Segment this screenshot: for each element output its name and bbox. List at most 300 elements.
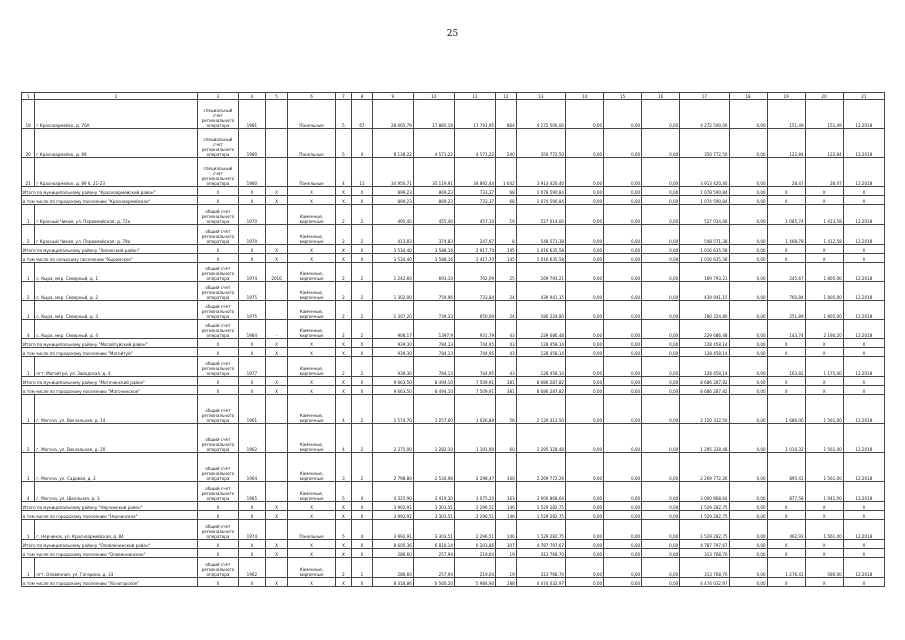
table-cell: X [239, 578, 266, 587]
table-cell: 2 417,70 [454, 254, 495, 263]
table-cell: 0,00 [566, 511, 604, 520]
table-cell: 0,00 [604, 453, 642, 482]
table-cell: 0,00 [604, 339, 642, 348]
table-cell: 899,23 [372, 187, 413, 196]
table-cell: X [265, 187, 288, 196]
table-cell: X [335, 254, 351, 263]
table-cell: 744,95 [454, 339, 495, 348]
table-cell: 1 561,00 [805, 395, 843, 424]
table-cell: X [335, 578, 351, 587]
table-cell: 1962 [239, 424, 266, 453]
table-cell: 0,00 [642, 549, 680, 558]
table-cell: 4 [352, 482, 373, 502]
table-cell: 0,00 [566, 100, 604, 129]
table-cell: X [352, 502, 373, 511]
table-cell: 3 913 420,40 [516, 158, 565, 187]
table-cell: 899,23 [372, 196, 413, 205]
table-cell: 28,47 [767, 158, 805, 187]
table-cell: 0,00 [604, 254, 642, 263]
table-cell: X [265, 386, 288, 395]
table-cell: Панельные [288, 129, 335, 158]
table-cell: 12.2018 [843, 320, 884, 339]
column-number-cell: 17 [680, 93, 729, 100]
table-cell: 1 016 635,58 [516, 254, 565, 263]
table-cell: X [805, 578, 843, 587]
table-cell: 0,00 [729, 348, 767, 357]
table-cell: X [843, 511, 884, 520]
table-cell: 8 686 287,82 [680, 377, 729, 386]
table-cell: 2 [352, 453, 373, 482]
table-cell: 1 257,60 [413, 395, 454, 424]
table-cell: 3 303,51 [413, 502, 454, 511]
table-cell: X [767, 377, 805, 386]
table-cell: 0,00 [604, 558, 642, 578]
table-cell: общий счет регионального оператора [197, 558, 238, 578]
table-cell: 4 [335, 158, 351, 187]
table-cell: 146 [496, 520, 517, 540]
table-cell: 6 560,20 [413, 578, 454, 587]
table-cell: 1 026,89 [454, 395, 495, 424]
table-cell: X [352, 511, 373, 520]
table-cell: 0,00 [729, 520, 767, 540]
table-cell: 784,13 [413, 357, 454, 377]
column-number-cell: 20 [805, 93, 843, 100]
table-cell: 24 [496, 282, 517, 301]
table-cell: 8 686 287,82 [516, 377, 565, 386]
table-cell: 1 074 590,84 [516, 196, 565, 205]
table-cell: 3 000 868,64 [680, 482, 729, 502]
table-cell: 1 [22, 520, 35, 540]
table-cell: X [239, 339, 266, 348]
table-cell: г. Могоча, ул. Школьная, д. 3 [35, 482, 198, 502]
table-cell: 58 [496, 395, 517, 424]
table-cell: 2 [352, 357, 373, 377]
subtotal-row [22, 578, 885, 587]
table-cell [265, 225, 288, 245]
table-cell: 1 529 282,75 [516, 511, 565, 520]
table-cell: X [843, 196, 884, 205]
table-cell: X [335, 196, 351, 205]
table-cell [265, 301, 288, 320]
table-cell: 0,00 [604, 395, 642, 424]
table-cell: 2 [352, 205, 373, 225]
table-cell: 2 [352, 225, 373, 245]
table-cell: X [239, 348, 266, 357]
table-cell: 0,00 [642, 502, 680, 511]
table-cell: 2 296,51 [454, 502, 495, 511]
table-cell: 0,00 [729, 245, 767, 254]
subtotal-label: в том числе по городскому поселению "Оловяннинское" [22, 549, 198, 558]
subtotal-row [22, 245, 885, 254]
table-cell: X [265, 254, 288, 263]
table-cell: 1 016 635,58 [516, 245, 565, 254]
table-cell: пгт. Могойтуй, ул. Заводская, д. 4 [35, 357, 198, 377]
table-cell: 0,00 [566, 540, 604, 549]
table-cell: 1 805,00 [805, 282, 843, 301]
table-cell [265, 100, 288, 129]
table-row [22, 357, 885, 377]
table-cell: 60 [496, 424, 517, 453]
table-cell: 0,00 [729, 395, 767, 424]
subtotal-row [22, 540, 885, 549]
table-cell: 0,00 [642, 377, 680, 386]
table-cell: 350 772,50 [516, 129, 565, 158]
table-cell: 219,04 [454, 558, 495, 578]
table-cell: 313 768,70 [516, 558, 565, 578]
table-cell: 2 269 772,26 [516, 453, 565, 482]
table-cell: X [197, 196, 238, 205]
table-cell: 2 [352, 263, 373, 282]
table-cell: 2 [352, 282, 373, 301]
table-row [22, 520, 885, 540]
table-cell: 0,00 [566, 482, 604, 502]
table-cell: 495,40 [372, 205, 413, 225]
table-cell: X [197, 511, 238, 520]
table-cell: 12.2018 [843, 225, 884, 245]
column-number-cell: 7 [335, 93, 351, 100]
table-cell: X [265, 377, 288, 386]
table-cell: 2 [335, 282, 351, 301]
table-cell: 100 [496, 453, 517, 482]
table-cell: 0,00 [604, 158, 642, 187]
table-cell: 1975 [239, 301, 266, 320]
table-cell: Каменные, кирпичные [288, 453, 335, 482]
table-cell: 128 458,14 [516, 357, 565, 377]
table-cell: 0,00 [642, 339, 680, 348]
table-cell [265, 357, 288, 377]
table-cell: 2016 [265, 263, 288, 282]
table-cell: X [197, 549, 238, 558]
table-cell: 0,00 [642, 558, 680, 578]
table-cell: 180 224,80 [516, 301, 565, 320]
table-cell: 128 458,14 [680, 348, 729, 357]
subtotal-row [22, 348, 885, 357]
table-cell: 122,84 [767, 129, 805, 158]
table-cell [265, 453, 288, 482]
table-cell: 908,17 [372, 320, 413, 339]
table-cell: Панельные [288, 158, 335, 187]
table-cell: X [805, 254, 843, 263]
table-cell: 1 [352, 558, 373, 578]
table-cell: 759,96 [413, 282, 454, 301]
table-cell: 0,00 [566, 196, 604, 205]
table-cell: X [265, 348, 288, 357]
table-cell: 0,00 [729, 263, 767, 282]
table-cell: 35 119,91 [413, 158, 454, 187]
table-cell: 374,83 [413, 225, 454, 245]
table-cell: 0,00 [566, 502, 604, 511]
table-cell: 229 686,48 [680, 320, 729, 339]
table-cell: 19 [496, 205, 517, 225]
table-cell: 0,00 [729, 129, 767, 158]
table-cell: 0,00 [604, 205, 642, 225]
table-cell: X [239, 187, 266, 196]
table-cell [265, 558, 288, 578]
table-cell: 0,00 [642, 482, 680, 502]
table-cell: 2 [22, 424, 35, 453]
table-cell: Панельные [288, 100, 335, 129]
table-cell: общий счет регионального оператора [197, 482, 238, 502]
table-cell: 1 468,78 [767, 225, 805, 245]
table-cell: с. Кыра, мкр. Северный, д. 2 [35, 282, 198, 301]
table-cell: X [288, 578, 335, 587]
table-cell: 0,00 [566, 129, 604, 158]
table-cell: г. Могоча, ул. Садовая, д. 2 [35, 453, 198, 482]
subtotal-row [22, 254, 885, 263]
table-cell: общий счет регионального оператора [197, 320, 238, 339]
table-cell: 0,00 [729, 196, 767, 205]
column-number-cell: 9 [372, 93, 413, 100]
table-cell: с. Кыра, мкр. Северный, д. 1 [35, 263, 198, 282]
column-number-cell: 13 [516, 93, 565, 100]
table-cell: X [843, 540, 884, 549]
column-number-cell: 16 [642, 93, 680, 100]
table-cell: 245,67 [767, 263, 805, 282]
table-cell: 3 [335, 453, 351, 482]
table-cell: 691,10 [413, 263, 454, 282]
table-cell: 0,00 [604, 100, 642, 129]
table-cell: 1 574,70 [372, 395, 413, 424]
table-row [22, 320, 885, 339]
table-cell: 0,00 [642, 424, 680, 453]
table-cell: X [265, 540, 288, 549]
table-cell: 20 [22, 129, 35, 158]
table-cell: 3 303,51 [413, 520, 454, 540]
table-cell: 877,58 [767, 482, 805, 502]
subtotal-row [22, 511, 885, 520]
table-cell: 0,00 [566, 263, 604, 282]
table-cell: Каменные, кирпичные [288, 282, 335, 301]
table-row [22, 424, 885, 453]
table-cell: 2 [335, 357, 351, 377]
table-cell: общий счет регионального оператора [197, 205, 238, 225]
table-cell: X [843, 339, 884, 348]
table-cell: Каменные, кирпичные [288, 225, 335, 245]
table-cell: 0,00 [729, 282, 767, 301]
table-cell: X [288, 245, 335, 254]
table-cell: 257,94 [413, 549, 454, 558]
table-cell: 28,47 [805, 158, 843, 187]
table-cell: 4 272 500,00 [680, 100, 729, 129]
table-cell: 455,40 [413, 205, 454, 225]
table-cell: 128 458,14 [516, 348, 565, 357]
table-cell: X [843, 254, 884, 263]
table-row [22, 158, 885, 187]
table-cell: Каменные, кирпичные [288, 395, 335, 424]
column-number-cell: 21 [843, 93, 884, 100]
table-cell: 0,00 [642, 245, 680, 254]
table-cell: X [767, 578, 805, 587]
table-cell: 462,93 [767, 520, 805, 540]
table-cell: 12.2018 [843, 263, 884, 282]
table-cell: 307 [496, 540, 517, 549]
table-cell: 0,00 [729, 301, 767, 320]
table-cell: 257,94 [413, 558, 454, 578]
table-cell: X [352, 187, 373, 196]
table-cell: 19 [496, 549, 517, 558]
table-cell: общий счет регионального оператора [197, 424, 238, 453]
table-cell: X [197, 348, 238, 357]
table-row [22, 100, 885, 129]
table-cell: 0,00 [604, 424, 642, 453]
table-cell: 5 [335, 482, 351, 502]
table-cell: 1962 [239, 558, 266, 578]
table-cell: 0,00 [604, 263, 642, 282]
table-cell: X [197, 502, 238, 511]
table-cell: 0,00 [642, 511, 680, 520]
table-cell: 5 [335, 129, 351, 158]
table-cell: 43 [496, 320, 517, 339]
subtotal-label: Итого по муниципальному району "Нерчинский район" [22, 502, 198, 511]
table-cell: 0,00 [642, 386, 680, 395]
table-cell: 2 [335, 263, 351, 282]
table-cell: 0,00 [604, 129, 642, 158]
table-row [22, 282, 885, 301]
table-cell: 288 [496, 578, 517, 587]
table-cell: 3 000 868,64 [516, 482, 565, 502]
table-cell: 12.2018 [843, 357, 884, 377]
table-cell: 0,00 [604, 549, 642, 558]
table-cell: 4 [335, 424, 351, 453]
table-cell: X [352, 245, 373, 254]
table-cell: 8 686 287,82 [680, 386, 729, 395]
table-cell: X [843, 245, 884, 254]
table-cell: Каменные, кирпичные [288, 301, 335, 320]
table-cell: X [843, 502, 884, 511]
table-cell: 169 793,21 [680, 263, 729, 282]
table-cell: 0,00 [566, 424, 604, 453]
table-cell: 1 941,00 [805, 482, 843, 502]
table-cell: 3 992,91 [372, 520, 413, 540]
table-cell: 8 494,10 [413, 386, 454, 395]
table-cell: 163,82 [767, 357, 805, 377]
table-cell: 1 [22, 357, 35, 377]
table-cell: 0,00 [729, 386, 767, 395]
subtotal-label: в том числе по городскому поселению "Красноармейское" [22, 196, 198, 205]
table-cell: 180 224,80 [680, 301, 729, 320]
table-cell: 0,00 [642, 578, 680, 587]
table-cell: 1964 [239, 453, 266, 482]
table-cell: 122,84 [805, 129, 843, 158]
table-cell: X [767, 187, 805, 196]
table-cell: 0,00 [566, 282, 604, 301]
table-cell: 17 791,95 [454, 100, 495, 129]
table-cell: 0,00 [566, 254, 604, 263]
table-cell: X [239, 377, 266, 386]
table-cell [265, 282, 288, 301]
subtotal-row [22, 196, 885, 205]
table-cell: 128 458,14 [516, 339, 565, 348]
table-cell: 0,00 [566, 578, 604, 587]
table-cell: 439 941,15 [516, 282, 565, 301]
table-cell: 313 768,70 [680, 558, 729, 578]
table-cell: 2 [335, 225, 351, 245]
table-cell: Каменные, кирпичные [288, 320, 335, 339]
table-cell: 1 642 [496, 158, 517, 187]
table-cell: X [265, 245, 288, 254]
table-cell: 12.2018 [843, 520, 884, 540]
subtotal-row [22, 549, 885, 558]
table-cell: 733,37 [454, 187, 495, 196]
subtotal-label: Итого по муниципальному району "Оловяннинский район" [22, 540, 198, 549]
table-cell: X [352, 578, 373, 587]
table-cell: 0,00 [642, 540, 680, 549]
table-cell: X [265, 549, 288, 558]
table-cell: X [843, 348, 884, 357]
table-cell: 1 282,10 [413, 424, 454, 453]
column-number-cell: 10 [413, 93, 454, 100]
table-cell: 1 078 590,84 [680, 187, 729, 196]
table-cell: 527 014,00 [680, 205, 729, 225]
column-number-cell: 1 [22, 93, 35, 100]
table-cell: 1 [22, 395, 35, 424]
table-cell: 0,00 [642, 158, 680, 187]
table-cell: 0,00 [604, 578, 642, 587]
table-cell: 12.2018 [843, 129, 884, 158]
table-cell: 2 [335, 301, 351, 320]
table-cell: 0,00 [729, 453, 767, 482]
table-cell: 895,41 [767, 453, 805, 482]
table-cell: 0,00 [729, 254, 767, 263]
table-cell: 2 298,47 [454, 453, 495, 482]
table-cell: X [288, 386, 335, 395]
subtotal-row [22, 339, 885, 348]
table-cell: 169 793,21 [516, 263, 565, 282]
table-cell: 0,00 [729, 205, 767, 225]
table-cell: 1961 [239, 395, 266, 424]
table-cell: X [288, 377, 335, 386]
table-cell: 586,00 [805, 558, 843, 578]
table-cell: 0,00 [729, 377, 767, 386]
table-cell: X [767, 511, 805, 520]
table-cell: X [288, 502, 335, 511]
table-cell: 8 318,86 [372, 578, 413, 587]
table-cell: 0,00 [729, 158, 767, 187]
table-cell: X [352, 339, 373, 348]
table-cell: 128 458,14 [680, 357, 729, 377]
table-cell: 9 663,50 [372, 377, 413, 386]
table-cell: 0,00 [604, 357, 642, 377]
table-cell: 864 [496, 100, 517, 129]
table-cell: 0,00 [604, 225, 642, 245]
table-cell: 3 303,51 [413, 511, 454, 520]
table-cell: 0,00 [566, 187, 604, 196]
table-cell: 240 [496, 129, 517, 158]
table-cell: 1970 [239, 225, 266, 245]
table-cell: 2 375,00 [372, 424, 413, 453]
table-cell: 733,84 [454, 282, 495, 301]
table-cell: 1 191,90 [454, 424, 495, 453]
subtotal-label: Итого по муниципальному району "Могочинский район" [22, 377, 198, 386]
table-cell: 939,30 [372, 339, 413, 348]
table-cell: X [239, 540, 266, 549]
table-cell: 1 529 282,75 [680, 520, 729, 540]
table-cell: г Красный Чикой, ул. Первомайская, д. 79а [35, 225, 198, 245]
table-cell: 0,00 [604, 348, 642, 357]
table-cell: 2 [22, 282, 35, 301]
table-row [22, 558, 885, 578]
table-cell: X [335, 245, 351, 254]
table-cell: X [352, 386, 373, 395]
table-cell: 67 [352, 100, 373, 129]
table-cell: X [197, 339, 238, 348]
table-cell: 0,00 [566, 245, 604, 254]
table-cell: X [805, 540, 843, 549]
table-cell: 0,00 [566, 301, 604, 320]
table-cell: 4 787 797,67 [680, 540, 729, 549]
table-cell: X [197, 377, 238, 386]
table-cell: X [335, 511, 351, 520]
